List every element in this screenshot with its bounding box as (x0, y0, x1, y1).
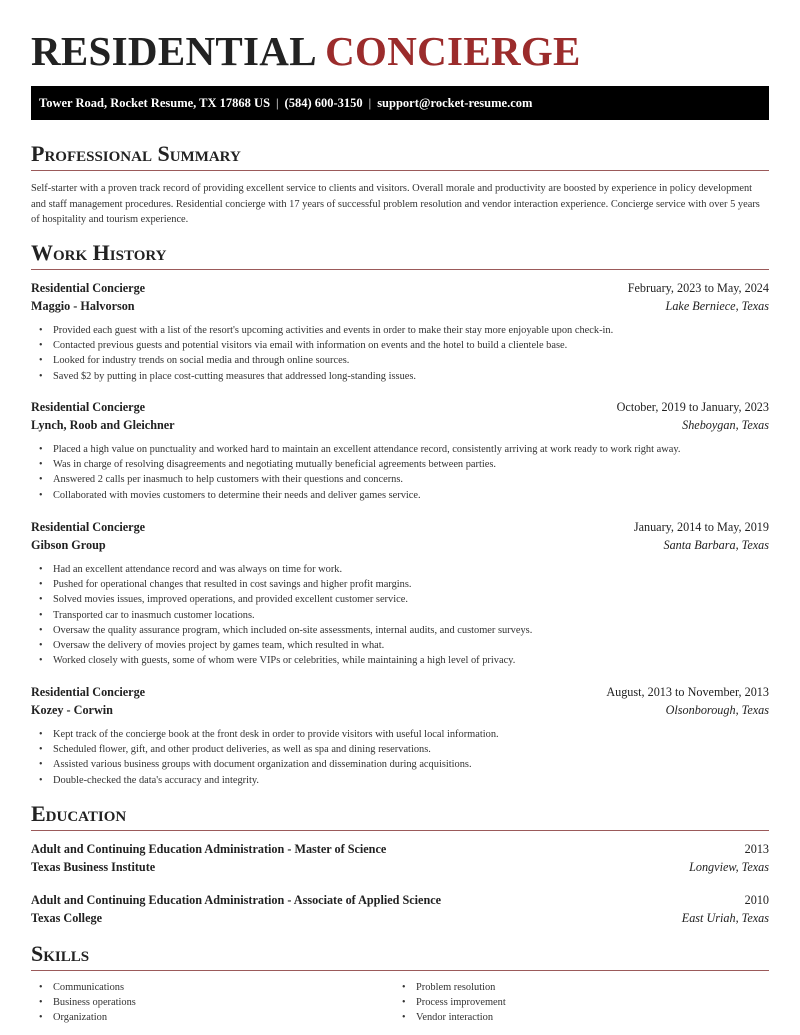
job-role: Residential Concierge (31, 281, 146, 295)
job-role: Residential Concierge (31, 685, 146, 699)
job-bullet: • Had an excellent attendance record and was always on time for work. (31, 562, 769, 577)
education-location: East Uriah, Texas (681, 910, 769, 925)
job-bullets (31, 442, 769, 503)
job-bullet: • Scheduled flower, gift, and other product deliveries, as well as spa and dining reservations. (31, 742, 769, 757)
contact-bar (31, 86, 769, 120)
job-bullets (31, 562, 769, 668)
job-bullet: • Pushed for operational changes that resulted in cost savings and higher profit margins. (31, 577, 769, 592)
job-bullet: • Answered 2 calls per inasmuch to help customers with their questions and concerns. (31, 472, 769, 487)
job-bullet: • Transported car to inasmuch customer locations. (31, 608, 769, 623)
job-bullet: • Worked closely with guests, some of whom were VIPs or celebrities, while maintaining a high level of privacy. (31, 653, 769, 668)
education-school: Texas Business Institute (31, 859, 156, 874)
job-entry (31, 684, 769, 788)
skill-item: • Organization (31, 1010, 394, 1025)
job-company: Gibson Group (31, 537, 106, 552)
skill-item: • Communications (31, 980, 394, 995)
job-entry (31, 519, 769, 668)
job-bullet: • Double-checked the data's accuracy and integrity. (31, 773, 769, 788)
skill-item: • Vendor interaction (394, 1010, 757, 1025)
work-history-heading: Work History (31, 240, 769, 270)
job-bullets (31, 727, 769, 788)
education-year: 2010 (744, 893, 769, 907)
education-degree: Adult and Continuing Education Administration - Master of Science (31, 842, 387, 856)
job-company: Kozey - Corwin (31, 702, 113, 717)
education-entry (31, 892, 769, 927)
contact-separator: | (368, 96, 372, 110)
job-bullet: • Assisted various business groups with document organization and dissemination during acquisitions. (31, 757, 769, 772)
education-degree: Adult and Continuing Education Administration - Associate of Applied Science (31, 893, 442, 907)
education-entry (31, 841, 769, 876)
contact-phone: (584) 600-3150 (284, 96, 363, 110)
education-school: Texas College (31, 910, 102, 925)
skills-heading: Skills (31, 941, 769, 971)
job-bullet: • Kept track of the concierge book at the front desk in order to provide visitors with useful local information. (31, 727, 769, 742)
summary-heading: Professional Summary (31, 141, 769, 171)
education-year: 2013 (744, 842, 769, 856)
contact-address: Tower Road, Rocket Resume, TX 17868 US (39, 96, 271, 110)
summary-text: Self-starter with a proven track record of providing excellent service to clients and visitors. Overall morale and productivity are boosted by experience in policy development and staff management procedures. Residential concierge with 17 years of successful problem resolution and vendor interaction experience. Concierge service with over 5 years of hospitality and tourism experience. (31, 183, 760, 225)
job-location: Lake Berniece, Texas (665, 298, 769, 313)
education-location: Longview, Texas (689, 859, 769, 874)
job-bullet: • Was in charge of resolving disagreements and negotiating mutually beneficial agreements between parties. (31, 457, 769, 472)
job-company: Lynch, Roob and Gleichner (31, 417, 175, 432)
job-entry (31, 280, 769, 384)
job-dates: October, 2019 to January, 2023 (616, 400, 769, 414)
job-location: Olsonborough, Texas (665, 702, 769, 717)
skills-list (31, 980, 769, 1026)
job-bullet: • Oversaw the delivery of movies project by games team, which resulted in what. (31, 638, 769, 653)
name-last: CONCIERGE (325, 28, 581, 74)
job-bullets (31, 323, 769, 384)
job-entry (31, 399, 769, 503)
skill-item: • Problem resolution (394, 980, 757, 995)
job-bullet: • Placed a high value on punctuality and worked hard to maintain an excellent attendance record, consistently arriving at work ready to work right away. (31, 442, 769, 457)
job-bullet: • Saved $2 by putting in place cost-cutting measures that addressed long-standing issues. (31, 369, 769, 384)
resume-name (31, 28, 581, 74)
job-dates: August, 2013 to November, 2013 (606, 685, 769, 699)
skills-column-left (31, 980, 394, 1026)
job-location: Santa Barbara, Texas (663, 537, 769, 552)
job-bullet: • Collaborated with movies customers to determine their needs and deliver games service. (31, 488, 769, 503)
education-heading: Education (31, 801, 769, 831)
job-bullet: • Solved movies issues, improved operations, and provided excellent customer service. (31, 592, 769, 607)
job-bullet: • Oversaw the quality assurance program, which included on-site assessments, internal audits, and customer surveys. (31, 623, 769, 638)
job-company: Maggio - Halvorson (31, 298, 135, 313)
contact-email: support@rocket-resume.com (377, 96, 533, 110)
name-first: RESIDENTIAL (31, 28, 315, 74)
job-dates: February, 2023 to May, 2024 (627, 281, 769, 295)
skills-column-right (394, 980, 757, 1026)
skill-item: • Process improvement (394, 995, 757, 1010)
job-bullet: • Contacted previous guests and potential visitors via email with information on events and the hotel to build a clientele base. (31, 338, 769, 353)
job-bullet: • Looked for industry trends on social media and through online sources. (31, 353, 769, 368)
job-dates: January, 2014 to May, 2019 (633, 520, 769, 534)
contact-separator: | (276, 96, 279, 110)
job-role: Residential Concierge (31, 520, 146, 534)
skill-item: • Business operations (31, 995, 394, 1010)
job-location: Sheboygan, Texas (682, 417, 769, 432)
job-bullet: • Provided each guest with a list of the resort's upcoming activities and events in order to make their stay more enjoyable upon check-in. (31, 323, 769, 338)
job-role: Residential Concierge (31, 400, 146, 414)
